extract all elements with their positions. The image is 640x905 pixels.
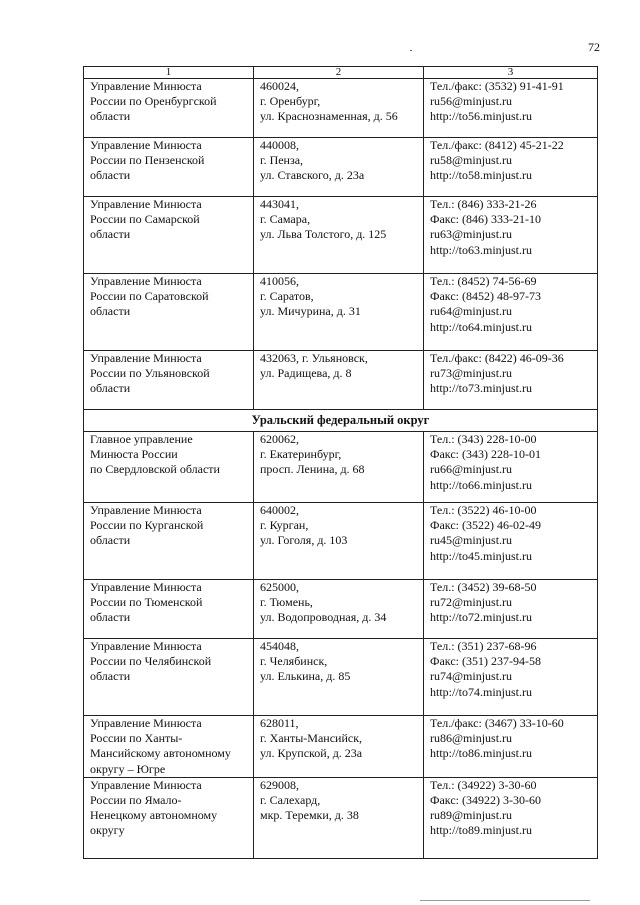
cell-name <box>84 351 254 410</box>
table-body <box>84 79 598 859</box>
name-line: области <box>90 227 131 242</box>
cell-contacts <box>424 580 598 639</box>
contacts-line: Факс: (351) 237-94-58 <box>430 654 541 669</box>
cell-name <box>84 138 254 197</box>
address-line: ул. Краснознаменная, д. 56 <box>260 109 398 124</box>
address-line: ул. Мичурина, д. 31 <box>260 304 361 319</box>
name-line: России по Тюменской <box>90 595 203 610</box>
cell-address <box>254 351 424 410</box>
name-line: России по Ямало- <box>90 793 182 808</box>
address-line: ул. Радищева, д. 8 <box>260 366 352 381</box>
address-line: 620062, <box>260 432 299 446</box>
contacts-line: Факс: (3522) 46-02-49 <box>430 518 541 533</box>
table-row <box>84 351 598 410</box>
address-line: г. Екатеринбург, <box>260 447 342 462</box>
table-row <box>84 777 598 858</box>
contacts-line: http://to89.minjust.ru <box>430 823 533 838</box>
address-line: ул. Льва Толстого, д. 125 <box>260 227 387 242</box>
address-line: мкр. Теремки, д. 38 <box>260 808 359 823</box>
cell-address <box>254 580 424 639</box>
contacts-line: ru74@minjust.ru <box>430 669 513 684</box>
name-line: России по Самарской <box>90 212 200 227</box>
cell-address <box>254 197 424 274</box>
cell-address <box>254 79 424 138</box>
cell-address <box>254 503 424 580</box>
cell-contacts <box>424 716 598 778</box>
contacts-line: Тел.: (846) 333-21-26 <box>430 197 537 211</box>
address-line: г. Курган, <box>260 518 309 533</box>
address-line: г. Челябинск, <box>260 654 328 669</box>
contacts-line: ru73@minjust.ru <box>430 366 513 381</box>
name-line: округу <box>90 823 125 838</box>
cell-address <box>254 432 424 503</box>
table-row <box>84 138 598 197</box>
name-line: Управление Минюста <box>90 580 202 594</box>
address-line: ул. Крупской, д. 23а <box>260 746 363 761</box>
address-line: г. Тюмень, <box>260 595 313 610</box>
contacts-line: http://to56.minjust.ru <box>430 109 533 124</box>
cell-name <box>84 716 254 778</box>
name-line: области <box>90 669 131 684</box>
contacts-line: http://to64.minjust.ru <box>430 319 533 334</box>
cell-name <box>84 777 254 858</box>
contacts-line: ru45@minjust.ru <box>430 533 513 548</box>
address-line: 432063, г. Ульяновск, <box>260 351 368 365</box>
name-line: России по Курганской <box>90 518 204 533</box>
name-line: области <box>90 168 131 183</box>
scan-edge-line <box>420 900 590 901</box>
region-heading: Уральский федеральный округ <box>84 410 598 432</box>
name-line: Управление Минюста <box>90 639 202 653</box>
contacts-line: Факс: (343) 228-10-01 <box>430 447 541 462</box>
contacts-line: Факс: (34922) 3-30-60 <box>430 793 541 808</box>
table-row <box>84 432 598 503</box>
cell-address <box>254 716 424 778</box>
cell-contacts <box>424 639 598 716</box>
contacts-line: http://to58.minjust.ru <box>430 168 533 183</box>
column-header-2: 2 <box>254 67 424 79</box>
contacts-line: http://to63.minjust.ru <box>430 242 533 257</box>
contacts-line: ru64@minjust.ru <box>430 304 513 319</box>
name-line: Управление Минюста <box>90 351 202 365</box>
address-line: г. Оренбург, <box>260 94 321 109</box>
name-line: Ненецкому автономному <box>90 808 218 823</box>
name-line: России по Саратовской <box>90 289 209 304</box>
address-line: 640002, <box>260 503 299 517</box>
name-line: России по Пензенской <box>90 153 205 168</box>
table-header <box>84 67 598 79</box>
address-line: г. Пенза, <box>260 153 304 168</box>
address-line: 628011, <box>260 716 299 730</box>
contacts-line: Тел.: (3522) 46-10-00 <box>430 503 537 517</box>
cell-name <box>84 432 254 503</box>
name-line: Управление Минюста <box>90 716 202 730</box>
page-number: 72 <box>588 40 600 54</box>
name-line: области <box>90 109 131 124</box>
address-line: ул. Гоголя, д. 103 <box>260 533 348 548</box>
directory-table <box>83 66 598 859</box>
name-line: области <box>90 533 131 548</box>
cell-name <box>84 503 254 580</box>
address-line: ул. Ставского, д. 23а <box>260 168 365 183</box>
contacts-line: http://to45.minjust.ru <box>430 548 533 563</box>
address-line: г. Ханты-Мансийск, <box>260 731 363 746</box>
cell-contacts <box>424 351 598 410</box>
name-line: России по Ханты- <box>90 731 183 746</box>
cell-contacts <box>424 197 598 274</box>
address-line: 443041, <box>260 197 299 211</box>
cell-contacts <box>424 79 598 138</box>
name-line: Управление Минюста <box>90 197 202 211</box>
contacts-line: Тел./факс: (8422) 46-09-36 <box>430 351 564 365</box>
address-line: г. Салехард, <box>260 793 321 808</box>
region-row <box>84 410 598 432</box>
contacts-line: ru89@minjust.ru <box>430 808 513 823</box>
table-row <box>84 79 598 138</box>
contacts-line: Тел.: (343) 228-10-00 <box>430 432 537 446</box>
address-line: 410056, <box>260 274 299 288</box>
name-line: Управление Минюста <box>90 777 202 792</box>
cell-contacts <box>424 432 598 503</box>
cell-name <box>84 580 254 639</box>
contacts-line: ru72@minjust.ru <box>430 595 513 610</box>
contacts-line: http://to86.minjust.ru <box>430 746 533 761</box>
column-header-1: 1 <box>84 67 254 79</box>
contacts-line: ru58@minjust.ru <box>430 153 513 168</box>
cell-contacts <box>424 503 598 580</box>
cell-contacts <box>424 274 598 351</box>
cell-contacts <box>424 138 598 197</box>
name-line: по Свердловской области <box>90 462 220 477</box>
name-line: России по Ульяновской <box>90 366 210 381</box>
column-header-3: 3 <box>424 67 598 79</box>
cell-address <box>254 639 424 716</box>
cell-name <box>84 197 254 274</box>
name-line: Минюста России <box>90 447 178 462</box>
table-row <box>84 580 598 639</box>
name-line: области <box>90 610 131 625</box>
contacts-line: http://to72.minjust.ru <box>430 610 533 625</box>
contacts-line: http://to74.minjust.ru <box>430 684 533 699</box>
address-line: 440008, <box>260 138 299 152</box>
cell-address <box>254 274 424 351</box>
name-line: Управление Минюста <box>90 138 202 152</box>
contacts-line: Факс: (846) 333-21-10 <box>430 212 541 227</box>
contacts-line: http://to66.minjust.ru <box>430 477 533 492</box>
name-line: Управление Минюста <box>90 503 202 517</box>
contacts-line: Тел.: (8452) 74-56-69 <box>430 274 537 288</box>
table-row <box>84 639 598 716</box>
contacts-line: ru56@minjust.ru <box>430 94 513 109</box>
scan-speck <box>410 50 412 51</box>
cell-address <box>254 138 424 197</box>
name-line: Управление Минюста <box>90 274 202 288</box>
header-row <box>84 67 598 79</box>
table-row <box>84 274 598 351</box>
address-line: просп. Ленина, д. 68 <box>260 462 365 477</box>
contacts-line: ru86@minjust.ru <box>430 731 513 746</box>
cell-address <box>254 777 424 858</box>
contacts-line: Тел./факс: (3532) 91-41-91 <box>430 79 564 93</box>
contacts-line: Тел./факс: (3467) 33-10-60 <box>430 716 564 730</box>
contacts-line: ru63@minjust.ru <box>430 227 513 242</box>
table-row <box>84 716 598 778</box>
name-line: Управление Минюста <box>90 79 202 93</box>
address-line: ул. Водопроводная, д. 34 <box>260 610 387 625</box>
name-line: области <box>90 304 131 319</box>
contacts-line: Тел.: (3452) 39-68-50 <box>430 580 537 594</box>
contacts-line: Тел.: (34922) 3-30-60 <box>430 777 537 792</box>
cell-name <box>84 639 254 716</box>
cell-name <box>84 274 254 351</box>
address-line: ул. Елькина, д. 85 <box>260 669 351 684</box>
cell-name <box>84 79 254 138</box>
name-line: области <box>90 381 131 396</box>
address-line: 460024, <box>260 79 299 93</box>
contacts-line: http://to73.minjust.ru <box>430 381 533 396</box>
contacts-line: Факс: (8452) 48-97-73 <box>430 289 541 304</box>
name-line: округу – Югре <box>90 761 166 776</box>
name-line: России по Оренбургской <box>90 94 217 109</box>
table-row <box>84 197 598 274</box>
address-line: г. Самара, <box>260 212 311 227</box>
name-line: Мансийскому автономному <box>90 746 231 761</box>
cell-contacts <box>424 777 598 858</box>
name-line: Главное управление <box>90 432 193 446</box>
table-row <box>84 503 598 580</box>
contacts-line: Тел.: (351) 237-68-96 <box>430 639 537 653</box>
contacts-line: ru66@minjust.ru <box>430 462 513 477</box>
name-line: России по Челябинской <box>90 654 212 669</box>
address-line: 454048, <box>260 639 299 653</box>
address-line: г. Саратов, <box>260 289 314 304</box>
address-line: 625000, <box>260 580 299 594</box>
contacts-line: Тел./факс: (8412) 45-21-22 <box>430 138 564 152</box>
address-line: 629008, <box>260 777 299 792</box>
